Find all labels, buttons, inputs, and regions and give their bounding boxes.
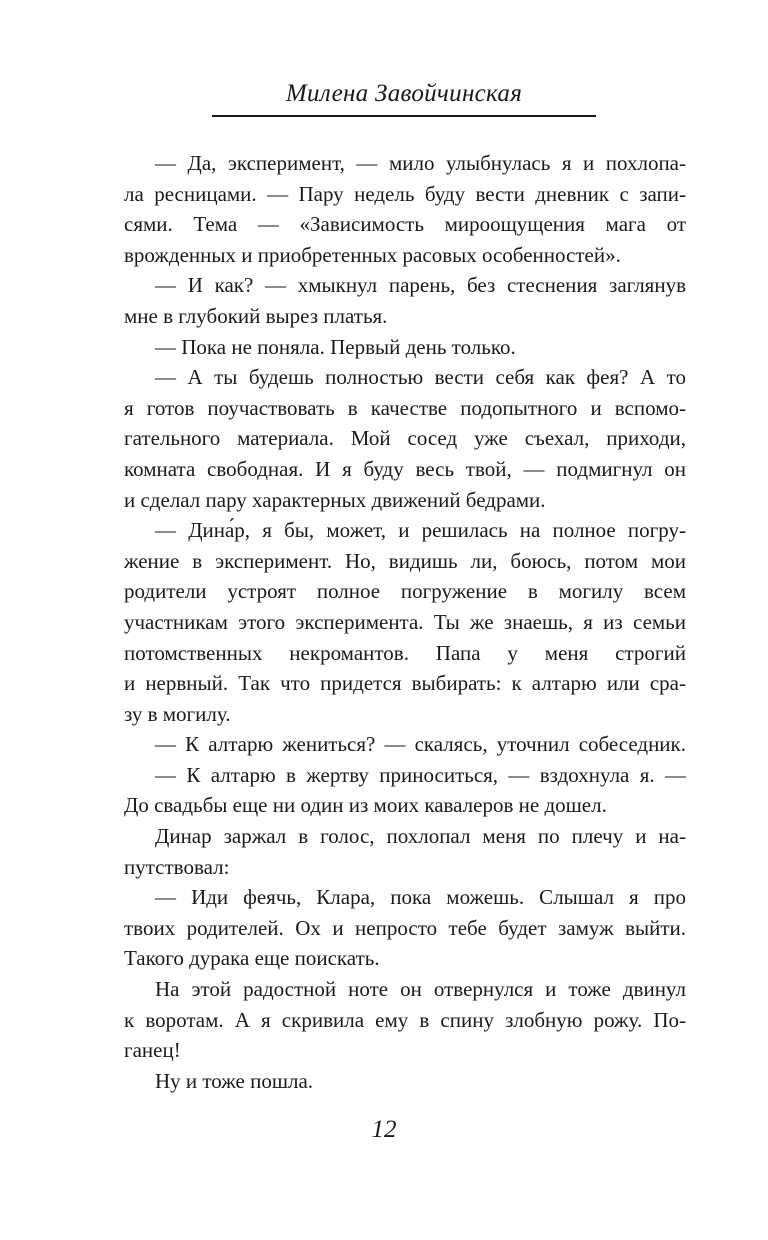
page-number: 12: [371, 1116, 397, 1143]
text-line: — Дина́р, я бы, может, и решилась на полное погру-: [155, 518, 686, 543]
text-line: зу в могилу.: [124, 701, 231, 726]
text-line: Ну и тоже пошла.: [155, 1068, 314, 1093]
text-line: — Да, эксперимент, — мило улыбнулась я и похлопа-: [155, 151, 686, 175]
text-line: и нервный. Так что придется выбирать: к алтарю или сра-: [124, 671, 686, 696]
running-header-author: Милена Завойчинская: [285, 80, 523, 107]
text-line: — Иди феячь, Клара, пока можешь. Слышал я про: [155, 885, 686, 910]
text-line: — К алтарю жениться? — скалясь, уточнил собеседник.: [155, 732, 686, 757]
text-line: — Пока не поняла. Первый день только.: [155, 334, 516, 359]
text-line: гательного материала. Мой сосед уже съехал, приходи,: [124, 426, 686, 451]
text-line: комната свободная. И я буду весь твой, — подмигнул он: [124, 456, 686, 481]
text-line: к воротам. А я скривила ему в спину злобную рожу. По-: [124, 1007, 686, 1032]
text-line: участникам этого эксперимента. Ты же знаешь, я из семьи: [124, 609, 686, 634]
text-line: родители устроят полное погружение в могилу всем: [124, 579, 686, 604]
text-line: твоих родителей. Ох и непросто тебе будет замуж выйти.: [124, 915, 686, 940]
text-line: сями. Тема — «Зависимость мироощущения мага от: [124, 212, 686, 237]
text-line: мне в глубокий вырез платья.: [124, 303, 388, 328]
text-line: врожденных и приобретенных расовых особенностей».: [124, 242, 621, 267]
text-line: я готов поучаствовать в качестве подопытного и вспомо-: [124, 395, 686, 420]
text-line: ла ресницами. — Пару недель буду вести дневник с запи-: [124, 181, 686, 206]
header-rule: [212, 115, 596, 117]
text-line: и сделал пару характерных движений бедрами.: [124, 487, 546, 512]
text-line: потомственных некромантов. Папа у меня строгий: [124, 640, 686, 665]
text-line: — И как? — хмыкнул парень, без стеснения заглянув: [155, 273, 686, 298]
text-line: ганец!: [124, 1038, 181, 1063]
text-line: На этой радостной ноте он отвернулся и тоже двинул: [155, 977, 686, 1002]
text-line: Динар заржал в голос, похлопал меня по плечу и на-: [155, 824, 686, 849]
text-line: До свадьбы еще ни один из моих кавалеров не дошел.: [124, 793, 607, 818]
text-line: путствовал:: [124, 854, 230, 879]
text-line: — К алтарю в жертву приноситься, — вздохнула я. —: [155, 762, 686, 787]
text-line: жение в эксперимент. Но, видишь ли, боюсь, потом мои: [124, 548, 686, 573]
text-line: — А ты будешь полностью вести себя как фея? А то: [155, 365, 686, 390]
body-text: [124, 148, 686, 1096]
text-line: Такого дурака еще поискать.: [124, 946, 380, 971]
